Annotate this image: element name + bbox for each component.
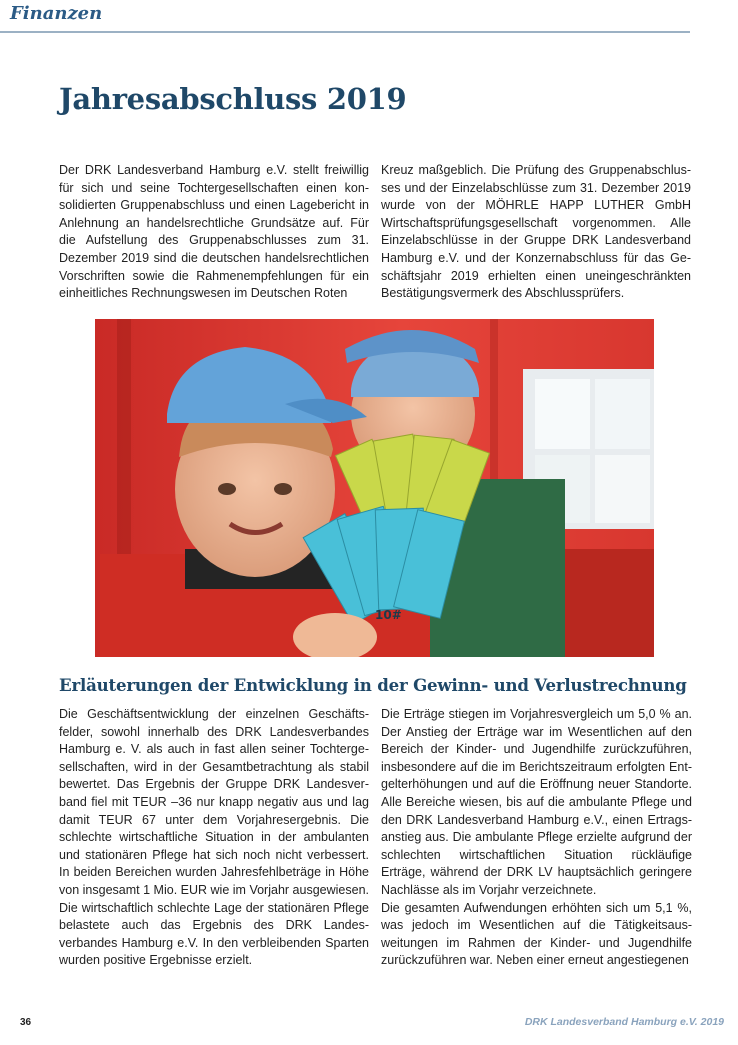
footer-organization: DRK Landesverband Hamburg e.V. 2019 bbox=[524, 1016, 724, 1028]
photo-children-with-tickets bbox=[95, 319, 654, 657]
intro-column-right bbox=[381, 162, 691, 303]
header-divider bbox=[0, 31, 690, 33]
page-title: Jahresabschluss 2019 bbox=[59, 82, 407, 116]
intro-text-right: Kreuz maßgeblich. Die Prüfung des Gruppenabschlusses und der Einzelabschlüsse zum 31. Dezember 2019 wurde von der MÖHRLE HAPP LUTHER GmbH Wirtschaftsprüfungsgesellschaft vorgenommen. Alle Einzelabschlüsse in der Gruppe DRK Landesverband Hamburg e.V. und der Konzernabschluss für das Geschäftsjahr 2019 erhielten einen uneingeschränkten Bestätigungsvermerk des Abschlussprüfers. bbox=[381, 163, 691, 301]
body-text-left: Die Geschäftsentwicklung der einzelnen Geschäftsfelder, sowohl innerhalb des DRK Landesverbandes Hamburg e. V. als auch in fast allen seiner Tochtergesellschaften, wird in der Gesamtbetrachtung als stabil bewertet. Das Ergebnis der Gruppe DRK Landesverband fiel mit TEUR –36 nur knapp negativ aus und lag damit TEUR 67 unter dem Vorjahresergebnis. Die schlechte wirtschaftliche Situation in der ambulanten und stationären Pflege hat sich noch nicht verbessert. In beiden Bereichen wurden Jahresfehlbeträge in Höhe von insgesamt 1 Mio. EUR wie im Vorjahr ausgewiesen. Die wirtschaftlich schlechte Lage der stationären Pflege belastete auch das Ergebnis des DRK Landesverbandes Hamburg e.V. In den verbleibenden Sparten wurden positive Ergebnisse erzielt. bbox=[59, 707, 369, 968]
ticket-label: 10# bbox=[375, 608, 402, 622]
body-column-right bbox=[381, 706, 692, 970]
body-text-right-1: Die Erträge stiegen im Vorjahresvergleich um 5,0 % an. Der Anstieg der Erträge war im Wesentlichen auf den Bereich der Kinder- und Jugendhilfe zurückzuführen, insbesondere auf die im Berichtszeitraum erfolgten Entgelterhöhungen und auf die Eröffnung neuer Standorte. Alle Bereiche wiesen, bis auf die ambulante Pflege und den DRK Landesverband Hamburg e.V., einen Ertragsanstieg aus. Die ambulante Pflege erzielte aufgrund der schlechten wirtschaftlichen Situation rückläufige Erträge, während der DRK LV hauptsächlich geringere Nachlässe als im Vorjahr verzeichnete. bbox=[381, 707, 692, 897]
section-subheading: Erläuterungen der Entwicklung in der Gewinn- und Verlustrechnung bbox=[59, 675, 687, 695]
section-header: Finanzen bbox=[10, 3, 103, 24]
intro-column-left bbox=[59, 162, 369, 303]
body-column-left bbox=[59, 706, 369, 970]
body-text-right-2: Die gesamten Aufwendungen erhöhten sich um 5,1 %, was jedoch im Wesentlichen auf die Tätigkeitsausweitungen im Rahmen der Kinder- und Jugendhilfe zurückzuführen war. Neben einer erneut angestiegenen bbox=[381, 900, 692, 968]
intro-text-left: Der DRK Landesverband Hamburg e.V. stellt freiwillig für sich und seine Tochtergesellschaften einen konsolidierten Gruppenabschluss und einen Lagebericht in Anlehnung an handelsrechtliche Grundsätze auf. Für die Aufstellung des Gruppenabschlusses zum 31. Dezember 2019 sind die deutschen handelsrechtlichen Vorschriften sowie die Rahmenempfehlungen für ein einheitliches Rechnungswesen im Deutschen Roten bbox=[59, 163, 369, 301]
page-number: 36 bbox=[20, 1017, 32, 1028]
